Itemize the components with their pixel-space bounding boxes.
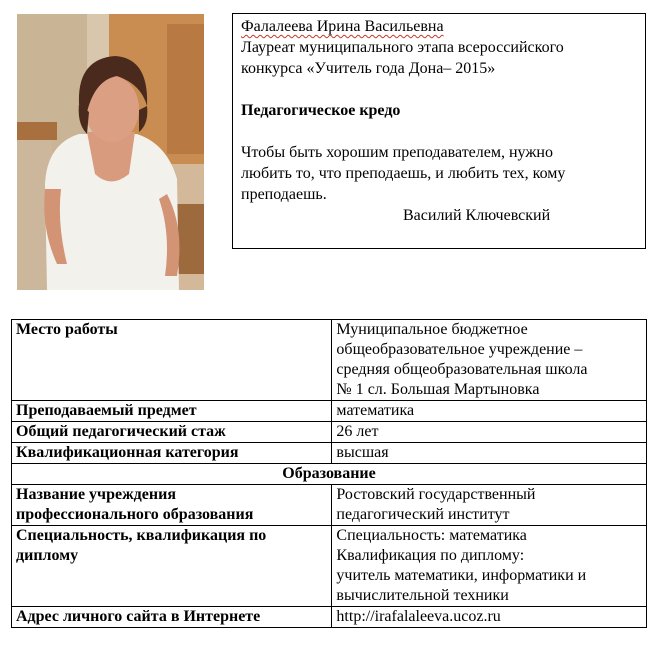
table-row-website <box>12 607 647 628</box>
specialty-value-line: Специальность: математика <box>336 527 527 544</box>
laureate-line-2: конкурса «Учитель года Дона– 2015» <box>241 60 496 77</box>
quote-author: Василий Ключевский <box>403 207 551 224</box>
category-label: Квалификационная категория <box>12 443 332 464</box>
quote-line-1: Чтобы быть хорошим преподавателем, нужно <box>241 144 553 161</box>
quote-line-3: преподаешь. <box>241 186 327 203</box>
table-row-specialty <box>12 526 647 607</box>
specialty-label <box>12 526 332 607</box>
website-link[interactable]: http://irafalaleeva.ucoz.ru <box>332 607 647 628</box>
subject-label: Преподаваемый предмет <box>12 401 332 422</box>
institution-label <box>12 485 332 526</box>
institution-value <box>332 485 647 526</box>
website-label: Адрес личного сайта в Интернете <box>12 607 332 628</box>
laureate-line-1: Лауреат муниципального этапа всероссийского <box>241 39 564 56</box>
credo-heading: Педагогическое кредо <box>241 102 401 119</box>
specialty-value-line: учитель математики, информатики и <box>336 567 587 584</box>
table-row-subject <box>12 401 647 422</box>
education-section-header: Образование <box>12 464 647 485</box>
table-row-category <box>12 443 647 464</box>
specialty-label-line: Специальность, квалификация по <box>16 527 267 544</box>
institution-value-line: педагогический институт <box>336 506 510 523</box>
workplace-value-line: Муниципальное бюджетное <box>336 321 528 338</box>
specialty-label-line: диплому <box>16 547 79 564</box>
table-row-education-header <box>12 464 647 485</box>
subject-value: математика <box>332 401 647 422</box>
institution-label-line: Название учреждения <box>16 486 176 503</box>
institution-label-line: профессионального образования <box>16 506 254 523</box>
credo-quote <box>241 142 637 226</box>
profile-info-box <box>232 13 646 249</box>
teacher-photo <box>17 14 204 290</box>
workplace-value-line: № 1 сл. Большая Мартыновка <box>336 381 540 398</box>
category-value: высшая <box>332 443 647 464</box>
specialty-value-line: вычислительной техники <box>336 587 509 604</box>
experience-label: Общий педагогический стаж <box>12 422 332 443</box>
workplace-value-line: средняя общеобразовательная школа <box>336 361 588 378</box>
specialty-value <box>332 526 647 607</box>
table-row-institution <box>12 485 647 526</box>
quote-line-2: любить то, что преподаешь, и любить тех, кому <box>241 165 566 182</box>
specialty-value-line: Квалификация по диплому: <box>336 547 525 564</box>
profile-table <box>11 319 647 628</box>
experience-value: 26 лет <box>332 422 647 443</box>
workplace-label: Место работы <box>12 320 332 401</box>
teacher-name: Фалалеева Ирина Васильевна <box>241 18 444 35</box>
table-row-workplace <box>12 320 647 401</box>
institution-value-line: Ростовский государственный <box>336 486 536 503</box>
workplace-value-line: общеобразовательное учреждение – <box>336 341 583 358</box>
table-row-experience <box>12 422 647 443</box>
workplace-value <box>332 320 647 401</box>
